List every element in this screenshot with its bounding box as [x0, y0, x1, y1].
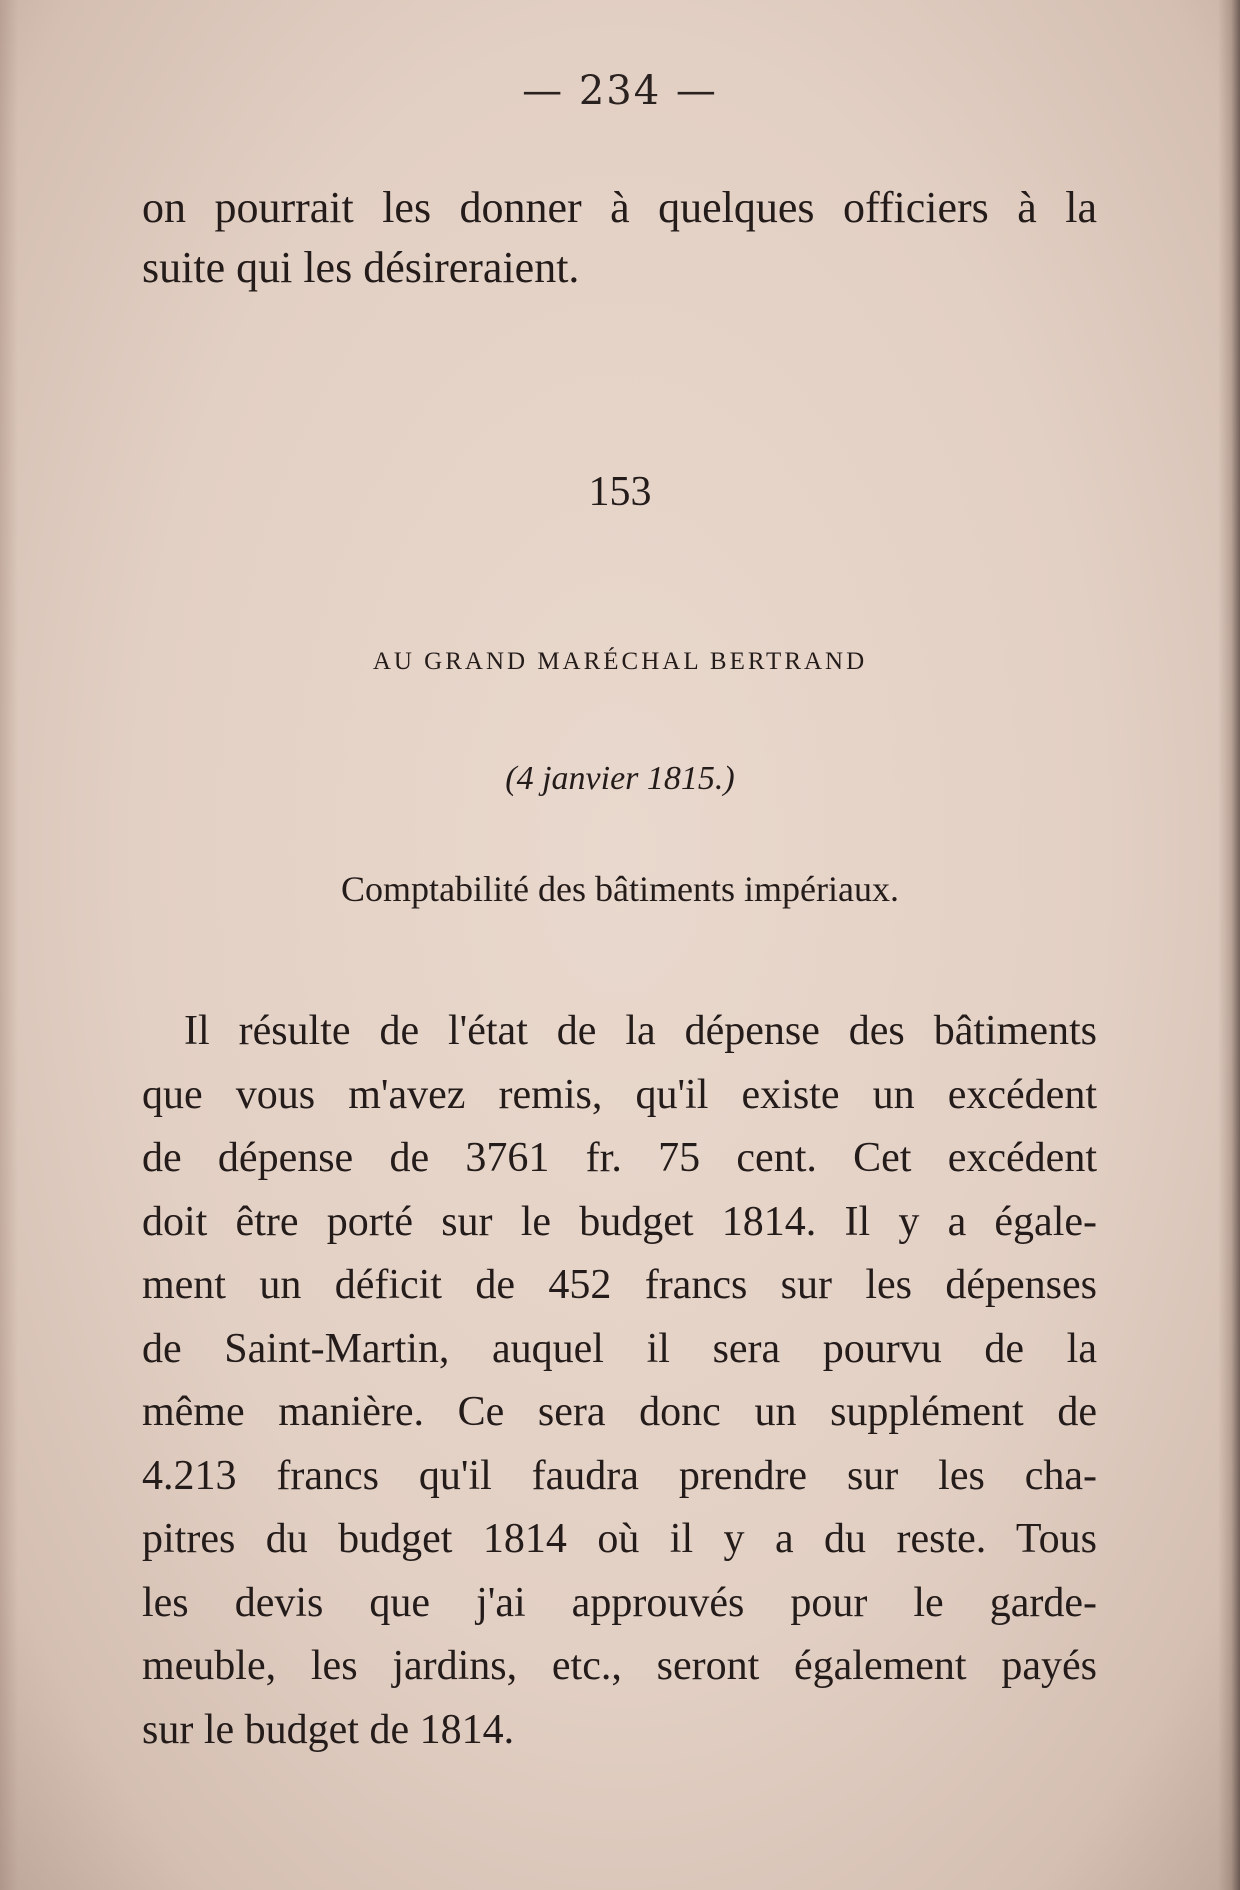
- text-line: sur le budget de 1814.: [142, 1706, 515, 1753]
- letter-subject: Comptabilité des bâtiments impériaux.: [341, 869, 899, 909]
- letter-date: (4 janvier 1815.): [505, 760, 735, 797]
- text-line: on pourrait les donner à quelques officiers à la: [142, 183, 1097, 232]
- text-line: meuble, les jardins, etc., seront également payés: [142, 1643, 1097, 1689]
- text-line: suite qui les désireraient.: [142, 243, 580, 292]
- letter-number: 153: [588, 469, 652, 515]
- text-line: doit être porté sur le budget 1814. Il y a égale-: [142, 1198, 1097, 1245]
- letter-heading: AU GRAND MARÉCHAL BERTRAND: [372, 648, 868, 675]
- letter-body: [142, 1000, 1097, 1762]
- text-line: de dépense de 3761 fr. 75 cent. Cet excédent: [142, 1135, 1097, 1181]
- text-line: ment un déficit de 452 francs sur les dépenses: [142, 1262, 1097, 1308]
- text-line: 4.213 francs qu'il faudra prendre sur les cha-: [142, 1452, 1097, 1499]
- text-line: que vous m'avez remis, qu'il existe un excédent: [142, 1071, 1097, 1118]
- text-line: même manière. Ce sera donc un supplément de: [142, 1389, 1097, 1435]
- text-line: les devis que j'ai approuvés pour le garde-: [142, 1579, 1097, 1626]
- page-number: — 234 —: [522, 68, 718, 114]
- continuation-paragraph: [142, 178, 1097, 298]
- text-line: Il résulte de l'état de la dépense des bâtiments: [184, 1008, 1097, 1054]
- text-line: pitres du budget 1814 où il y a du reste. Tous: [142, 1516, 1097, 1562]
- text-line: de Saint-Martin, auquel il sera pourvu de la: [142, 1325, 1097, 1372]
